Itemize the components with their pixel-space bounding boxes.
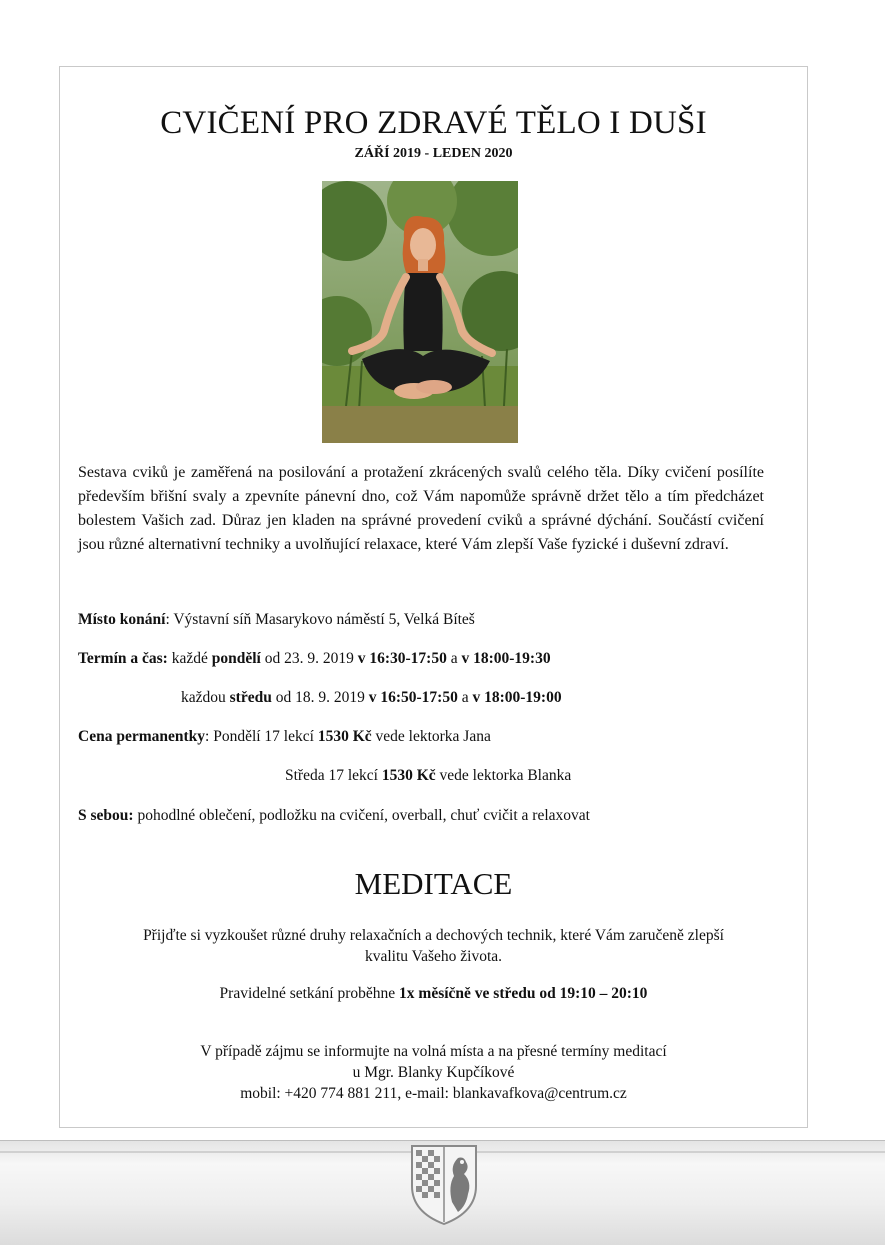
term2-time1: v 16:50-17:50 <box>368 689 458 706</box>
meditation-description <box>60 925 807 967</box>
bring-label: S sebou: <box>78 807 134 824</box>
place-label: Místo konání <box>78 611 166 628</box>
meditation-desc-line2: kvalitu Vašeho života. <box>364 948 503 965</box>
date-range-subtitle: ZÁŘÍ 2019 - LEDEN 2020 <box>354 146 513 161</box>
term-line-wednesday <box>181 689 562 707</box>
price2-amount: 1530 Kč <box>381 767 436 784</box>
meditation-schedule <box>60 983 807 1004</box>
price-label: Cena permanentky <box>78 728 206 745</box>
contact-block <box>60 1041 807 1104</box>
contact-line2: u Mgr. Blanky Kupčíkové <box>352 1064 515 1081</box>
term-line-monday <box>78 650 551 668</box>
price2-text-a: Středa 17 lekcí <box>285 767 382 784</box>
price1-text-b: vede lektorka Jana <box>371 728 491 745</box>
meditation-title: MEDITACE <box>354 866 513 901</box>
term1-text-b: od 23. 9. 2019 <box>260 650 358 667</box>
price1-amount: 1530 Kč <box>317 728 372 745</box>
term1-text-c: a <box>446 650 462 667</box>
term2-text-a: každou <box>181 689 230 706</box>
price-line-monday <box>78 728 491 746</box>
contact-line3: mobil: +420 774 881 211, e-mail: blankavafkova@centrum.cz <box>240 1085 627 1102</box>
term1-time1: v 16:30-17:50 <box>357 650 447 667</box>
yoga-photo <box>322 181 518 443</box>
term1-text-a: každé <box>167 650 212 667</box>
term2-text-b: od 18. 9. 2019 <box>271 689 369 706</box>
place-value: : Výstavní síň Masarykovo náměstí 5, Velká Bíteš <box>165 611 475 628</box>
term-label: Termín a čas: <box>78 650 168 667</box>
intro-paragraph: Sestava cviků je zaměřená na posilování a protažení zkrácených svalů celého těla. Díky cvičení posílíte především břišní svaly a zpevníte pánevní dno, což Vám napomůže správně držet tělo a tím předcházet bolestem Vašich zad. Důraz jen kladen na správné provedení cviků a správné dýchání. Součástí cvičení jsou různé alternativní techniky a uvolňující relaxace, které Vám zlepší Vaše fyzické i duševní zdraví. <box>78 464 764 553</box>
term2-time2: v 18:00-19:00 <box>472 689 562 706</box>
schedule-text: Pravidelné setkání proběhne <box>219 985 400 1002</box>
term2-text-c: a <box>457 689 473 706</box>
term1-time2: v 18:00-19:30 <box>461 650 551 667</box>
poster-page <box>59 66 808 1128</box>
page-title: CVIČENÍ PRO ZDRAVÉ TĚLO I DUŠI <box>160 105 707 141</box>
meditation-desc-line1: Přijďte si vyzkoušet různé druhy relaxačních a dechových technik, které Vám zaručeně zlepší <box>143 927 724 944</box>
term1-day: pondělí <box>211 650 261 667</box>
contact-line1: V případě zájmu se informujte na volná místa a na přesné termíny meditací <box>200 1043 667 1060</box>
price2-text-b: vede lektorka Blanka <box>435 767 572 784</box>
term2-day: středu <box>229 689 272 706</box>
bring-value: pohodlné oblečení, podložku na cvičení, overball, chuť cvičit a relaxovat <box>133 807 590 824</box>
yoga-woman-image <box>322 181 518 443</box>
bring-line <box>78 807 590 825</box>
place-line <box>78 611 475 629</box>
price-line-wednesday <box>285 767 571 785</box>
schedule-time: 1x měsíčně ve středu od 19:10 – 20:10 <box>399 985 648 1002</box>
price1-text-a: : Pondělí 17 lekcí <box>205 728 318 745</box>
town-crest-icon <box>408 1142 480 1226</box>
